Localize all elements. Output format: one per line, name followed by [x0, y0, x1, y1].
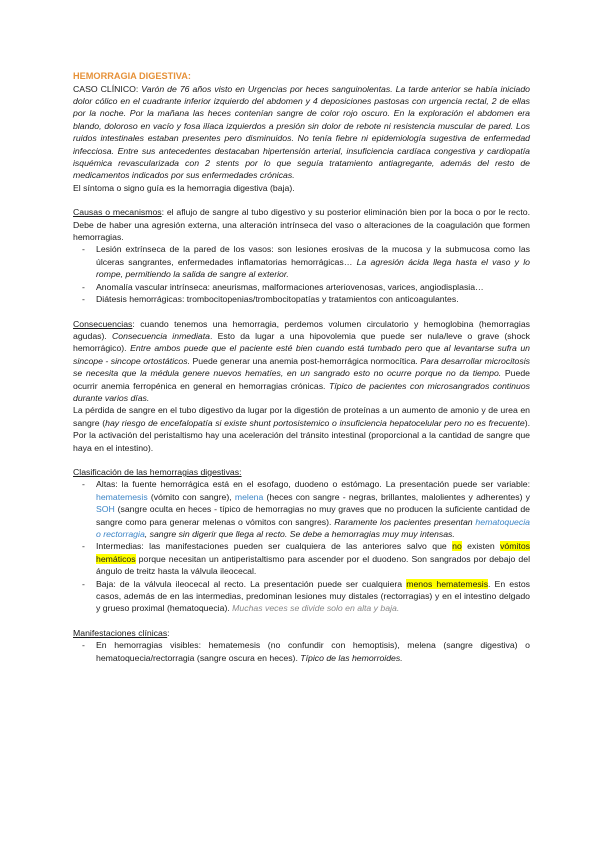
text-run: Muchas veces se divide solo en alta y baja. — [232, 603, 400, 614]
manifestaciones-heading — [73, 627, 530, 639]
item-note: La agresión ácida llega hasta el vaso y lo rompe, permitiendo la salida de sangre al exterior. — [96, 256, 531, 280]
manifestaciones-list — [73, 639, 530, 664]
guide-sentence: El síntoma o signo guía es la hemorragia digestiva (baja). — [73, 182, 295, 193]
caso-label: CASO CLÍNICO: — [73, 83, 139, 94]
heading-text: Clasificación de las hemorragias digestivas: — [73, 466, 242, 477]
text-run: (sangre oculta en heces - típico de hemorragias no muy graves que no producen la suficiente cantidad de sangre como para generar melenas o vómitos con sangres). — [96, 504, 530, 527]
text-run: Típico de las hemorroides. — [300, 652, 403, 663]
text-run: . En estos casos, además de en las intermedias, predominan lesiones muy distales (rectorragias) y en el intestino delgado y grueso proximal (hematoquecia). — [96, 578, 531, 614]
text-run: Altas: la fuente hemorrágica está en el esofago, duodeno o estómago. La presentación puede ser variable: — [96, 479, 530, 490]
consecuencias-paragraph — [73, 318, 530, 405]
text-run: . Esto da lugar a una hipovolemia que puede ser nula/leve o grave (shock hemorrágico). — [73, 330, 530, 354]
text-run: Baja: de la válvula ileocecal al recto. La presentación puede ser cualquiera — [96, 578, 407, 589]
document-title: HEMORRAGIA DIGESTIVA: — [73, 71, 191, 81]
text-run: Consecuencia inmediata — [112, 330, 210, 341]
heading-colon: : — [167, 627, 170, 638]
list-item — [73, 281, 530, 293]
text-run: existen — [461, 541, 501, 552]
text-run: porque necesitan un antiperistaltismo para ascender por el duodeno. Son sangrados por debajo del ángulo de treitz hasta la válvula ileocecal. — [96, 553, 530, 577]
caso-clinico-paragraph — [73, 83, 530, 182]
text-run: , sangre sin digerir que llega al recto. Se debe a hemorragias muy muy intensas. — [144, 529, 455, 539]
consecuencias-paragraph-2 — [73, 404, 530, 454]
text-run: Puede generar una anemia post-hemorrágica normocítica. — [190, 355, 421, 366]
clasificacion-list — [73, 478, 530, 614]
list-item — [73, 243, 530, 280]
text-run: : cuando tenemos una hemorragia, perdemos volumen circulatorio y hemoglobina (hemorragias agudas). — [73, 318, 530, 341]
highlight-vomitos: vómitos hemáticos — [96, 541, 530, 564]
text-run: (heces con sangre - negras, brillantes, malolientes y adherentes) y — [263, 491, 531, 502]
text-run: hay riesgo de encefalopatía si existe shunt portosistemico o insuficiencia hepatocelular pero no es frecuente — [105, 417, 525, 428]
heading-text: Manifestaciones clínicas — [73, 627, 168, 638]
term-soh: SOH — [96, 504, 115, 515]
text-run: Intermedias: las manifestaciones pueden ser cualquiera de las anteriores salvo que — [96, 541, 453, 552]
caso-text: Varón de 76 años visto en Urgencias por heces sanguinolentas. La tarde anterior se había iniciado dolor cólico en el cuadrante inferior izquierdo del abdomen y 4 deposiciones pastosas con urgencia rectal, 2 de ellas por la noche. Por la mañana las heces contenían sangre de color rojo oscuro. En la exploración el abdomen era blando, doloroso en vacío y fosa ilíaca izquierdos a presión sin dolor de rebote ni resistencia muscular de pared. Los ruidos intestinales estaban presentes pero disminuidos. No tenía fiebre ni epidemiología sugestiva de enfermedad infecciosa. Entre sus antecedentes destacaban hipertensión arterial, insuficiencia cardíaca congestiva y cardiopatía isquémica revascularizada con 2 stents por lo que seguía tratamiento antiagregante, además del resto de medicamentos indicados por sus enfermedades crónicas. — [73, 83, 530, 181]
list-item-altas — [73, 478, 530, 540]
text-run: Para desarrollar microcitosis se necesita que la médula genere nuevos hematíes, en un sangrado esto no ocurre porque no da tiempo. — [73, 355, 530, 379]
clasificacion-heading — [73, 466, 530, 478]
text-run: (vómito con sangre), — [147, 491, 235, 502]
causas-paragraph — [73, 206, 530, 243]
text-run: La pérdida de sangre en el tubo digestivo da lugar por la digestión de proteínas a un aumento de amonio y de urea en sangre ( — [73, 405, 530, 428]
text-run: Entre ambos puede que el paciente esté bien cuando está tumbado pero que al levantarse sufra un sincope - sincope ortostáticos. — [73, 343, 531, 366]
text-run: Puede ocurrir anemia ferropénica en general en hemorragias crónicas. — [73, 368, 530, 391]
highlight-no: no — [452, 541, 462, 552]
item-text: Diátesis hemorrágicas: trombocitopenias/trombocitopatías y tratamientos con anticoagulantes. — [96, 294, 459, 305]
term-melena: melena — [234, 491, 264, 502]
causas-list — [73, 243, 530, 305]
item-text: Anomalía vascular intrínseca: aneurismas, malformaciones arteriovenosas, varices, angiodisplasia… — [96, 281, 484, 292]
causas-heading: Causas o mecanismos — [73, 207, 162, 218]
consecuencias-heading: Consecuencias — [73, 318, 133, 329]
list-item-intermedias — [73, 540, 530, 577]
item-text: Lesión extrínseca de la pared de los vasos: son lesiones erosivas de la mucosa y la submucosa como las úlceras sangrantes, enfermedades inflamatorias hemorrágicas… — [96, 244, 530, 267]
list-item — [73, 293, 530, 305]
text-run: En hemorragias visibles: hematemesis (no confundir con hemoptisis), melena (sangre digestiva) o hematoquecia/rectorragia (sangre oscura en heces). — [96, 640, 530, 663]
text-run: Típico de pacientes con microsangrados continuos durante varios días. — [73, 380, 530, 403]
list-item — [73, 639, 530, 664]
term-hematoquecia: hematoquecia o rectorragia — [96, 516, 530, 539]
text-run: Raramente los pacientes presentan — [334, 516, 476, 527]
list-item-baja — [73, 578, 530, 615]
causas-text: : el aflujo de sangre al tubo digestivo y su posterior eliminación bien por la boca o por le recto. Debe de haber una agresión externa, una alteración intrínseca del vaso o alteraciones de la coagulación que formen hemorragias. — [73, 207, 530, 243]
text-run: ). Por la activación del peristaltismo hay una aceleración del tránsito intestinal (proporcional a la cantidad de sangre que haya en el intestino). — [73, 417, 530, 453]
term-hematemesis: hematemesis — [96, 491, 148, 502]
highlight-menos-hematemesis: menos hematemesis — [406, 578, 489, 589]
